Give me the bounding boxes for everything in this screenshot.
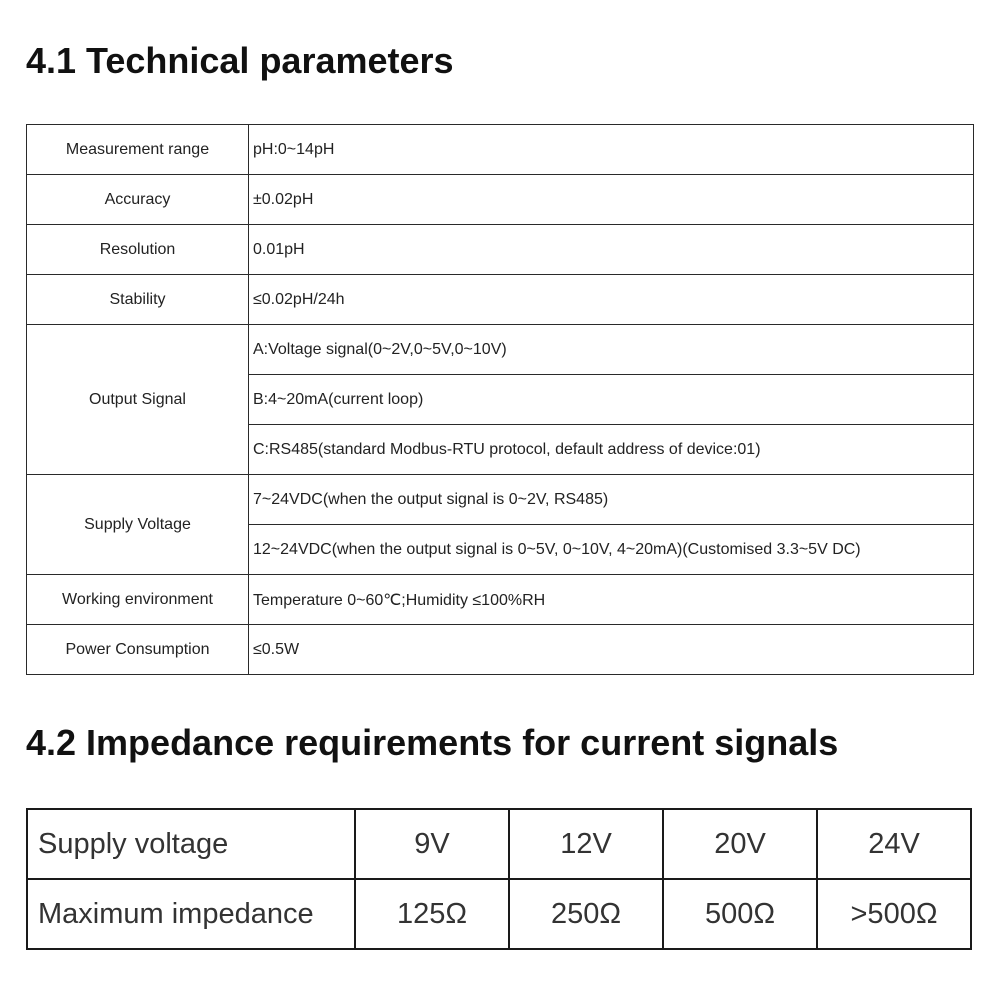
param-value: ±0.02pH — [249, 175, 974, 225]
table-row — [27, 175, 974, 225]
param-label: Working environment — [27, 575, 249, 625]
voltage-cell: 20V — [663, 809, 817, 879]
param-label: Measurement range — [27, 125, 249, 175]
param-value: pH:0~14pH — [249, 125, 974, 175]
param-value: 12~24VDC(when the output signal is 0~5V, 0~10V, 4~20mA)(Customised 3.3~5V DC) — [249, 525, 974, 575]
param-value: Temperature 0~60℃;Humidity ≤100%RH — [249, 575, 974, 625]
param-value: C:RS485(standard Modbus-RTU protocol, default address of device:01) — [249, 425, 974, 475]
section-heading-impedance-requirements: 4.2 Impedance requirements for current signals — [26, 722, 839, 763]
table-row — [27, 275, 974, 325]
impedance-cell: >500Ω — [817, 879, 971, 949]
row-label-supply-voltage: Supply voltage — [27, 809, 355, 879]
table-row — [27, 475, 974, 525]
voltage-cell: 9V — [355, 809, 509, 879]
impedance-cell: 125Ω — [355, 879, 509, 949]
table-row — [27, 809, 971, 879]
voltage-cell: 24V — [817, 809, 971, 879]
table-row — [27, 625, 974, 675]
impedance-requirements-table — [26, 808, 972, 950]
param-value: ≤0.5W — [249, 625, 974, 675]
param-label: Output Signal — [27, 325, 249, 475]
impedance-cell: 500Ω — [663, 879, 817, 949]
param-label: Resolution — [27, 225, 249, 275]
param-label: Power Consumption — [27, 625, 249, 675]
row-label-maximum-impedance: Maximum impedance — [27, 879, 355, 949]
param-label: Accuracy — [27, 175, 249, 225]
table-row — [27, 575, 974, 625]
param-label: Supply Voltage — [27, 475, 249, 575]
section-heading-technical-parameters: 4.1 Technical parameters — [26, 40, 454, 81]
table-row — [27, 879, 971, 949]
table-row — [27, 325, 974, 375]
table-row — [27, 225, 974, 275]
param-value: B:4~20mA(current loop) — [249, 375, 974, 425]
param-value: A:Voltage signal(0~2V,0~5V,0~10V) — [249, 325, 974, 375]
param-value: 7~24VDC(when the output signal is 0~2V, RS485) — [249, 475, 974, 525]
param-value: 0.01pH — [249, 225, 974, 275]
impedance-cell: 250Ω — [509, 879, 663, 949]
table-row — [27, 125, 974, 175]
param-value: ≤0.02pH/24h — [249, 275, 974, 325]
voltage-cell: 12V — [509, 809, 663, 879]
param-label: Stability — [27, 275, 249, 325]
technical-parameters-table — [26, 124, 974, 675]
